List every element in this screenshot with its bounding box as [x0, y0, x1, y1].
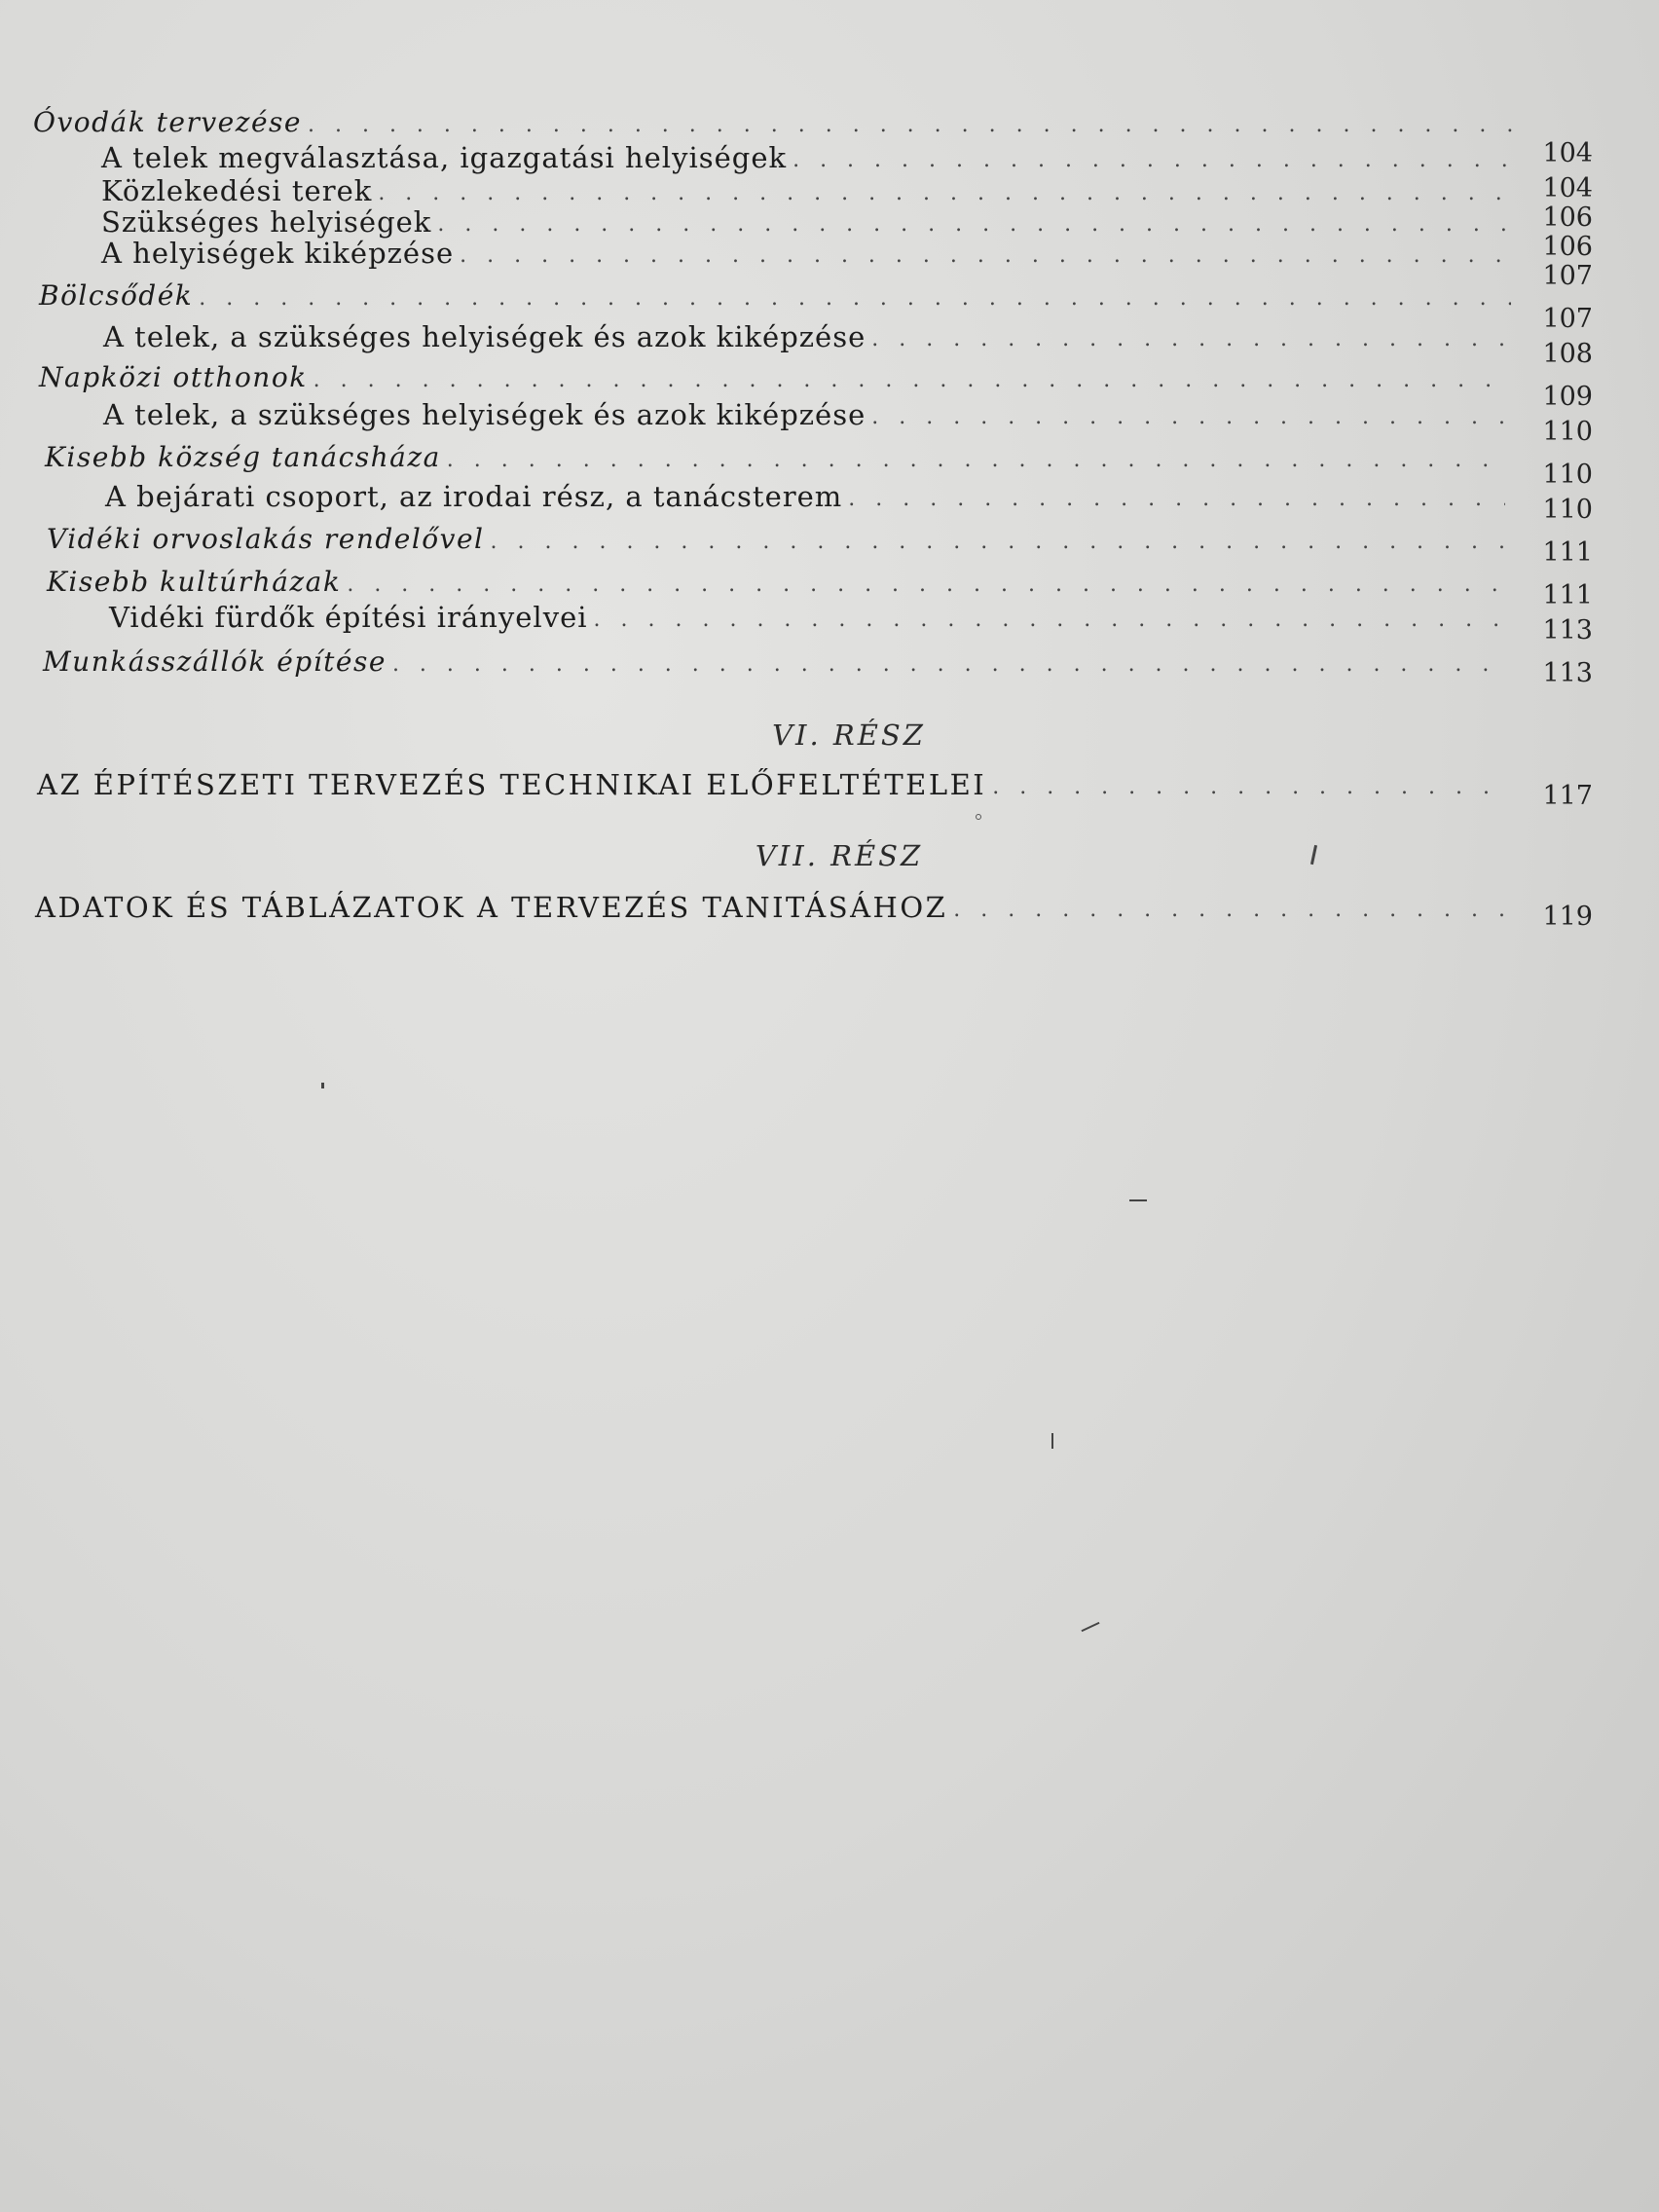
- page-number: 117: [1542, 781, 1593, 811]
- page-number: 111: [1542, 580, 1593, 610]
- toc-entry-title: Kisebb község tanácsháza: [45, 441, 441, 473]
- toc-entry: [47, 518, 1505, 557]
- toc-entry: [43, 641, 1505, 680]
- toc-entry: [103, 315, 1511, 354]
- page-number: 106: [1542, 232, 1593, 262]
- paper-speck: [1082, 1622, 1100, 1632]
- dot-leader: [447, 446, 1505, 475]
- page-number: 113: [1542, 615, 1593, 645]
- dot-leader: [871, 325, 1511, 354]
- toc-entry: [47, 561, 1505, 600]
- page-number: 111: [1542, 537, 1593, 568]
- page-number: 110: [1542, 417, 1593, 447]
- toc-entry-title: Munkásszállók építése: [43, 645, 387, 678]
- part-title-entry: [35, 886, 1505, 925]
- toc-entry-title: Kisebb kultúrházak: [47, 566, 342, 598]
- part-title: AZ ÉPÍTÉSZETI TERVEZÉS TECHNIKAI ELŐFELTÉTELEI: [37, 768, 987, 801]
- paper-speck: [1051, 1433, 1053, 1449]
- toc-entry-title: Napközi otthonok: [39, 361, 308, 393]
- paper-speck: [321, 1083, 324, 1088]
- toc-entry-title: A bejárati csoport, az irodai rész, a tanácsterem: [105, 480, 843, 513]
- toc-entry-title: Óvodák tervezése: [33, 106, 302, 138]
- dot-leader: [392, 650, 1505, 680]
- dot-leader: [313, 366, 1507, 395]
- dot-leader: [199, 284, 1511, 313]
- page-number: 113: [1542, 658, 1593, 688]
- dot-leader: [848, 485, 1505, 514]
- dot-leader: [594, 606, 1505, 635]
- dot-leader: [491, 528, 1505, 557]
- paper-speck: [1129, 1199, 1147, 1201]
- toc-entry-title: A telek, a szükséges helyiségek és azok kiképzése: [103, 398, 866, 431]
- toc-entry: [39, 356, 1507, 395]
- page-number: 110: [1542, 460, 1593, 490]
- part-heading: VI. RÉSZ: [772, 719, 926, 752]
- toc-entry: [105, 475, 1505, 514]
- toc-entry: [45, 436, 1505, 475]
- page-number: 107: [1542, 304, 1593, 334]
- toc-entry-title: A telek megválasztása, igazgatási helyiségek: [101, 141, 788, 174]
- toc-entry-title: Bölcsődék: [39, 279, 194, 312]
- paper-speck: [976, 814, 981, 820]
- toc-entry: [33, 101, 1521, 140]
- toc-entry-title: Közlekedési terek: [101, 174, 373, 207]
- page-number: 108: [1542, 339, 1593, 369]
- toc-entry: [103, 393, 1507, 432]
- part-title-entry: [37, 763, 1505, 802]
- page-number: 104: [1542, 138, 1593, 168]
- toc-entry-title: A helyiségek kiképzése: [101, 237, 455, 270]
- page-number: 106: [1542, 203, 1593, 233]
- page-number: 109: [1542, 382, 1593, 412]
- toc-entry-title: Szükséges helyiségek: [101, 205, 432, 239]
- toc-entry-title: Vidéki orvoslakás rendelővel: [47, 523, 485, 555]
- toc-entry: [101, 232, 1515, 271]
- paper-speck: [1310, 845, 1317, 865]
- page-number: 110: [1542, 495, 1593, 525]
- dot-leader: [460, 241, 1515, 271]
- page-number: 107: [1542, 261, 1593, 291]
- part-heading: VII. RÉSZ: [755, 839, 924, 872]
- toc-entry-title: A telek, a szükséges helyiségek és azok kiképzése: [103, 320, 866, 353]
- dot-leader: [953, 896, 1505, 925]
- page-number: 104: [1542, 173, 1593, 203]
- toc-entry: [39, 275, 1511, 313]
- toc-entry: [109, 596, 1505, 635]
- part-title: ADATOK ÉS TÁBLÁZATOK A TERVEZÉS TANITÁSÁHOZ: [35, 891, 948, 924]
- dot-leader: [992, 773, 1505, 802]
- toc-entry-title: Vidéki fürdők építési irányelvei: [109, 601, 588, 634]
- dot-leader: [871, 403, 1507, 432]
- page-number: 119: [1542, 902, 1593, 932]
